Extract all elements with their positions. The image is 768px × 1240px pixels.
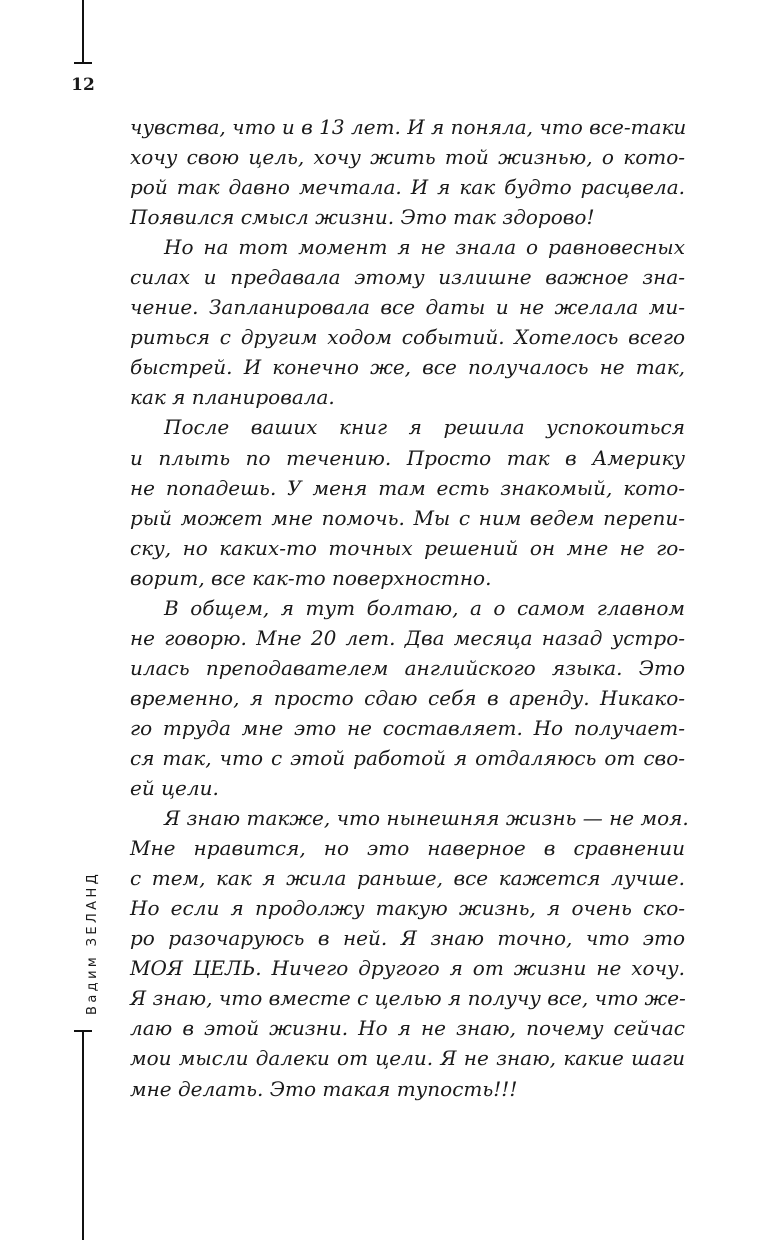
text-line: мои мысли далеки от цели. Я не знаю, какие шаги — [130, 1046, 685, 1071]
text-line: МОЯ ЦЕЛЬ. Ничего другого я от жизни не хочу. — [130, 956, 685, 981]
text-line: и плыть по течению. Просто так в Америку — [130, 445, 685, 470]
text-line: ей цели. — [130, 776, 219, 801]
text-line: Мне нравится, но это наверное в сравнении — [130, 836, 685, 861]
text-line: ску, но каких-то точных решений он мне не го- — [130, 535, 685, 560]
text-line: ся так, что с этой работой я отдаляюсь от сво- — [130, 745, 685, 770]
text-line: илась преподавателем английского языка. Это — [130, 655, 685, 680]
text-line: риться с другим ходом событий. Хотелось всего — [130, 325, 685, 350]
text-line: Я знаю, что вместе с целью я получу все, что же- — [130, 986, 686, 1011]
text-line: мне делать. Это такая тупость!!! — [130, 1076, 518, 1101]
margin-tick-top — [74, 62, 92, 64]
text-line: не попадешь. У меня там есть знакомый, кото- — [130, 475, 685, 500]
text-line: ро разочаруюсь в ней. Я знаю точно, что это — [130, 926, 685, 951]
text-line: силах и предавала этому излишне важное зна- — [130, 265, 685, 290]
text-line: лаю в этой жизни. Но я не знаю, почему сейчас — [130, 1016, 685, 1041]
text-line: чение. Запланировала все даты и не желала ми- — [130, 295, 685, 320]
text-line: После ваших книг я решила успокоиться — [164, 415, 685, 440]
text-line: ворит, все как-то поверхностно. — [130, 565, 492, 590]
page-number: 12 — [71, 75, 95, 95]
text-line: рый может мне помочь. Мы с ним ведем перепи- — [130, 505, 685, 530]
running-head-author: Вадим ЗЕЛАНД — [85, 870, 100, 1015]
text-line: Но на тот момент я не знала о равновесных — [164, 235, 685, 260]
text-line: чувства, что и в 13 лет. И я поняла, что все-таки — [130, 115, 687, 139]
text-line: Появился смысл жизни. Это так здорово! — [130, 205, 595, 230]
text-line: го труда мне это не составляет. Но получает- — [130, 715, 685, 740]
margin-rule-bottom — [82, 1030, 84, 1240]
body-text — [130, 112, 689, 1104]
text-line: хочу свою цель, хочу жить той жизнью, о кото- — [130, 145, 685, 170]
margin-rule-top — [82, 0, 84, 62]
text-line: как я планировала. — [130, 385, 335, 410]
text-line: Я знаю также, что нынешняя жизнь — не моя. — [164, 806, 689, 831]
text-line: быстрей. И конечно же, все получалось не так, — [130, 355, 685, 380]
text-line: не говорю. Мне 20 лет. Два месяца назад устро- — [130, 625, 685, 650]
text-line: временно, я просто сдаю себя в аренду. Никако- — [130, 685, 685, 710]
text-line: с тем, как я жила раньше, все кажется лучше. — [130, 866, 685, 891]
text-line: В общем, я тут болтаю, а о самом главном — [164, 595, 685, 620]
text-line: Но если я продолжу такую жизнь, я очень ско- — [130, 896, 685, 921]
text-line: рой так давно мечтала. И я как будто расцвела. — [130, 175, 685, 200]
